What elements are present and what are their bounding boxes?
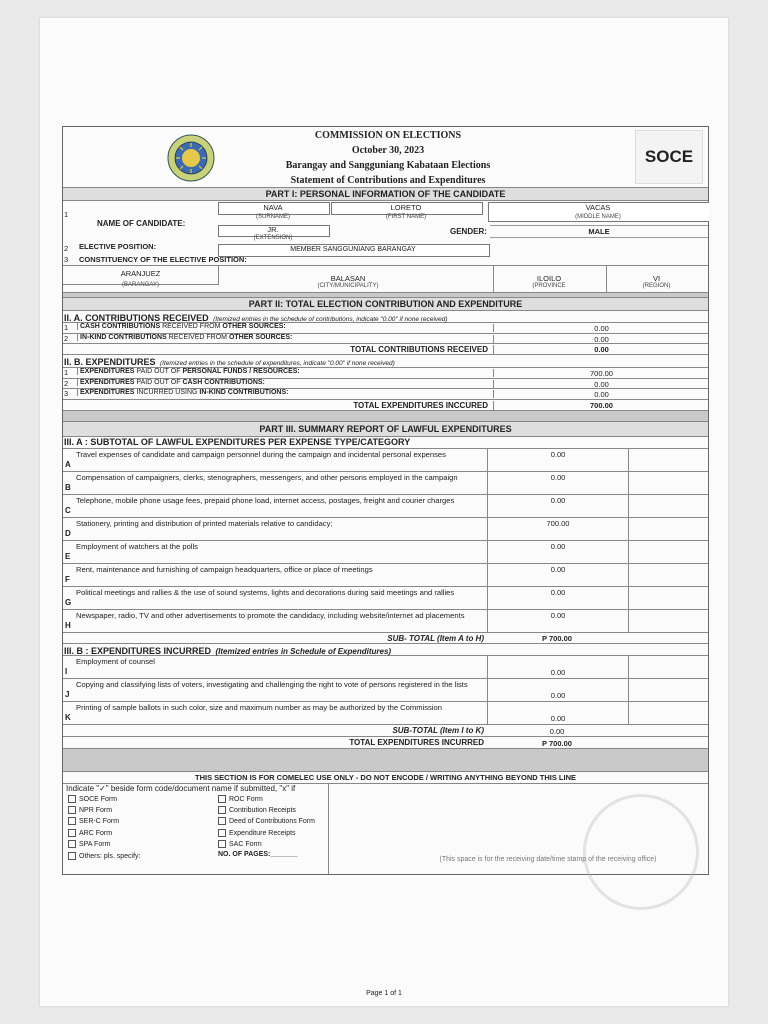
checklist-item-label: SAC Form: [229, 841, 262, 849]
b-subtotal-label: SUB-TOTAL (Item I to K): [392, 725, 484, 735]
receiving-note: (This space is for the receiving date/time stamp of the receiving office): [439, 855, 657, 863]
line-item-bold-2: OTHER SOURCES:: [222, 323, 286, 330]
category-description: Rent, maintenance and furnishing of campaign headquarters, office or place of meetings: [76, 564, 373, 574]
category-description: Travel expenses of candidate and campaign personnel during the campaign and incidental personal expenses: [76, 449, 446, 459]
category-description: Printing of sample ballots in such color, size and maximum number as may be authorized by the Commission: [76, 702, 442, 712]
category-amount: 0.00: [550, 449, 566, 459]
checklist-item-label: SER-C Form: [79, 818, 120, 826]
line-item-bold-2: IN-KIND CONTRIBUTIONS:: [199, 389, 289, 396]
contributions-note: (Itemized entries in the schedule of contributions, indicate "0.00" if none received): [213, 316, 448, 323]
line-item-row: [63, 389, 708, 400]
line-item-number: 2: [64, 333, 69, 343]
page-number: Page 1 of 1: [366, 990, 402, 997]
category-amount: 0.00: [550, 713, 566, 723]
middle-name-caption: (MIDDLE NAME): [575, 214, 621, 220]
checkbox-icon[interactable]: [68, 829, 76, 837]
category-description: Newspaper, radio, TV and other advertisements to promote the candidacy, including website/internet ad placements: [76, 610, 465, 620]
category-description: Stationery, printing and distribution of printed materials relative to candidacy;: [76, 518, 333, 528]
agency-name: COMMISSION ON ELECTIONS: [314, 130, 462, 141]
category-letter: B: [65, 482, 71, 492]
a-subtotal-label: SUB- TOTAL (Item A to H): [387, 633, 484, 643]
line-item-mid: INCURRED USING: [134, 389, 200, 396]
expense-category-row: [63, 679, 708, 702]
contributions-total-value: 0.00: [493, 345, 709, 354]
category-letter: D: [65, 528, 71, 538]
item-number: 3: [64, 255, 69, 264]
expenditures-list: [63, 368, 708, 400]
checklist-item[interactable]: [68, 794, 140, 805]
expense-category-row: [63, 518, 708, 541]
surname-value: NAVA: [263, 203, 283, 212]
first-name-caption: (FIRST NAME): [385, 214, 427, 220]
part3-a-heading: III. A : SUBTOTAL OF LAWFUL EXPENDITURES PER EXPENSE TYPE/CATEGORY: [63, 437, 708, 449]
gender-value: MALE: [588, 227, 610, 236]
expenditures-note: (Itemized entries in the schedule of expenditures, indicate "0.00" if none received): [159, 360, 395, 367]
part2-title: PART II: TOTAL ELECTION CONTRIBUTION AND EXPENDITURE: [63, 298, 708, 311]
soce-form: [62, 126, 709, 875]
line-item-row: [63, 368, 708, 379]
divider: [63, 749, 708, 772]
document-checklist-2: [218, 794, 315, 851]
grand-total-row: [63, 737, 708, 749]
expense-category-row: [63, 541, 708, 564]
part3-b-heading-label: III. B : EXPENDITURES INCURRED: [64, 645, 212, 656]
a-subtotal-value: P 700.00: [542, 633, 572, 643]
item-number: 1: [64, 210, 69, 219]
item-number: 2: [64, 244, 69, 253]
category-description: Employment of watchers at the polls: [76, 541, 198, 551]
line-item-value: 0.00: [493, 390, 709, 398]
category-amount: 0.00: [550, 610, 566, 620]
province-caption: (PROVINCE: [532, 283, 566, 289]
contributions-list: [63, 323, 708, 344]
elective-position-value: MEMBER SANGGUNIANG BARANGAY: [290, 246, 416, 253]
checklist-item-label: Contribution Receipts: [229, 806, 296, 814]
part3-title: PART III. SUMMARY REPORT OF LAWFUL EXPENDITURES: [63, 422, 708, 437]
line-item-row: [63, 334, 708, 345]
expense-category-row: [63, 495, 708, 518]
category-description: Compensation of campaigners, clerks, stenographers, messengers, and other persons employed in the campaign: [76, 472, 458, 482]
election-name: Barangay and Sangguniang Kabataan Elections: [285, 160, 491, 171]
checklist-item-label: Expenditure Receipts: [229, 829, 296, 837]
province-value: ILOILO: [536, 274, 562, 283]
region-value: VI: [652, 274, 661, 283]
line-item-number: 3: [64, 389, 69, 398]
checklist-item-label: SPA Form: [79, 841, 111, 849]
checklist-item[interactable]: [68, 851, 140, 862]
divider: [63, 411, 708, 422]
pages-label: NO. OF PAGES:_______: [218, 850, 298, 858]
incurred-expenditures-list: [63, 656, 708, 725]
expenditures-total-row: [63, 400, 708, 411]
comelec-seal-icon: [161, 133, 221, 183]
name-label: NAME OF CANDIDATE:: [97, 219, 186, 228]
line-item-mid: PAID OUT OF: [134, 378, 183, 386]
checkbox-icon[interactable]: [218, 840, 226, 848]
checklist-item-label: ARC Form: [79, 829, 113, 837]
category-letter: K: [65, 712, 71, 722]
checklist-item-label: NPR Form: [79, 806, 113, 814]
b-subtotal-value: 0.00: [549, 726, 565, 736]
expenditures-heading-label: II. B. EXPENDITURES: [64, 357, 156, 367]
part3-b-heading: [63, 644, 708, 656]
checklist-item[interactable]: [218, 794, 315, 805]
barangay-caption: (BARANGAY): [122, 282, 159, 288]
election-date: October 30, 2023: [351, 145, 425, 156]
expenditures-total-value: 700.00: [493, 401, 709, 410]
part1-title: PART I: PERSONAL INFORMATION OF THE CANDIDATE: [63, 188, 708, 201]
line-item-mid: RECEIVED FROM: [166, 333, 229, 341]
line-item-row: [63, 379, 708, 390]
category-amount: 0.00: [550, 495, 566, 505]
constituency-label: CONSTITUENCY OF THE ELECTIVE POSITION:: [79, 255, 247, 264]
category-letter: G: [65, 597, 72, 607]
line-item-row: [63, 323, 708, 334]
gender-label: GENDER:: [450, 227, 487, 236]
form-code: SOCE: [635, 130, 703, 184]
elective-position-label: ELECTIVE POSITION:: [79, 242, 157, 251]
checkbox-icon[interactable]: [68, 806, 76, 814]
extension-value: JR.: [267, 225, 279, 234]
line-item-bold-1: CASH CONTRIBUTIONS: [80, 323, 161, 330]
form-header: [63, 127, 708, 188]
line-item-number: 1: [64, 368, 69, 377]
checklist-item[interactable]: [218, 816, 315, 827]
checklist-item-label: SOCE Form: [79, 795, 118, 803]
checkbox-icon[interactable]: [68, 840, 76, 848]
category-letter: H: [65, 620, 71, 630]
line-item-value: 0.00: [493, 380, 709, 388]
line-item-value: 0.00: [493, 324, 709, 332]
category-amount: 0.00: [550, 667, 566, 677]
comelec-notice: THIS SECTION IS FOR COMELEC USE ONLY - DO NOT ENCODE / WRITING ANYTHING BEYOND THIS LINE: [63, 772, 708, 784]
category-amount: 700.00: [546, 518, 570, 528]
line-item-number: 2: [64, 378, 69, 388]
comelec-section: [63, 784, 708, 874]
city-value: BALASAN: [330, 274, 366, 283]
expense-category-row: [63, 656, 708, 679]
line-item-value: 700.00: [493, 369, 709, 377]
expense-category-row: [63, 702, 708, 725]
checklist-item-label: Others: pls. specify:: [79, 852, 141, 860]
city-caption: (CITY/MUNICIPALITY): [317, 283, 379, 289]
category-letter: F: [65, 574, 70, 584]
checklist-item-label: ROC Form: [229, 795, 263, 803]
surname-caption: (SURNAME): [256, 214, 290, 220]
line-item-bold-2: OTHER SOURCES:: [228, 333, 293, 341]
checklist-item-label: Deed of Contributions Form: [229, 818, 315, 826]
checklist-item[interactable]: [68, 805, 140, 816]
category-amount: 0.00: [550, 587, 566, 597]
checklist-item[interactable]: [218, 839, 315, 850]
extension-caption: (EXTENSION): [253, 235, 293, 241]
contributions-heading-label: II. A. CONTRIBUTIONS RECEIVED: [64, 313, 209, 323]
checklist-item[interactable]: [68, 816, 140, 827]
category-letter: J: [65, 689, 70, 699]
document-checklist-1: [68, 794, 140, 862]
embossed-seal-icon: [583, 794, 699, 910]
category-amount: 0.00: [550, 541, 566, 551]
checkbox-icon[interactable]: [218, 795, 226, 803]
expense-category-row: [63, 449, 708, 472]
category-letter: I: [65, 666, 68, 676]
category-letter: E: [65, 551, 71, 561]
category-description: Telephone, mobile phone usage fees, prepaid phone load, internet access, postages, freight and courier charges: [76, 495, 455, 505]
category-description: Employment of counsel: [76, 656, 155, 666]
lawful-expenditures-list: [63, 449, 708, 633]
line-item-mid: RECEIVED FROM: [160, 323, 223, 330]
line-item-bold-2: PERSONAL FUNDS / RESOURCES:: [182, 368, 300, 375]
barangay-value: ARANJUEZ: [120, 269, 161, 278]
expense-category-row: [63, 564, 708, 587]
expense-category-row: [63, 610, 708, 633]
category-description: Copying and classifying lists of voters, investigating and challenging the right to vote of persons registered in the lists: [76, 679, 468, 689]
candidate-info: [63, 201, 708, 266]
line-item-bold-1: EXPENDITURES: [80, 378, 135, 386]
checklist-item[interactable]: [68, 839, 140, 850]
first-name-value: LORETO: [390, 203, 422, 212]
grand-total-value: P 700.00: [542, 738, 572, 748]
checklist-item[interactable]: [218, 805, 315, 816]
category-amount: 0.00: [550, 690, 566, 700]
checkbox-icon[interactable]: [68, 852, 76, 860]
checklist-item[interactable]: [218, 828, 315, 839]
region-caption: (REGION): [642, 283, 671, 289]
contributions-heading: [63, 311, 708, 323]
category-amount: 0.00: [550, 472, 566, 482]
line-item-value: 0.00: [493, 335, 709, 343]
category-amount: 0.00: [550, 564, 566, 574]
checkbox-icon[interactable]: [68, 795, 76, 803]
expense-category-row: [63, 587, 708, 610]
line-item-bold-2: CASH CONTRIBUTIONS:: [182, 378, 265, 386]
expenditures-heading: [63, 355, 708, 368]
a-subtotal-row: [63, 633, 708, 644]
document-page: [40, 18, 728, 1006]
constituency-row: [63, 266, 708, 293]
b-subtotal-row: [63, 725, 708, 737]
grand-total-label: TOTAL EXPENDITURES INCURRED: [349, 737, 484, 747]
checkbox-icon[interactable]: [68, 817, 76, 825]
line-item-bold-1: EXPENDITURES: [80, 389, 135, 396]
part3-b-note: (Itemized entries in Schedule of Expenditures): [215, 646, 392, 656]
category-letter: A: [65, 459, 71, 469]
checkbox-icon[interactable]: [218, 806, 226, 814]
line-item-bold-1: EXPENDITURES: [80, 368, 135, 375]
category-description: Political meetings and rallies & the use of sound systems, lights and decorations during said meetings and rallies: [76, 587, 455, 597]
indicate-note: Indicate "✓" beside form code/document name if submitted, "x" if: [66, 783, 296, 793]
middle-name-value: VACAS: [585, 203, 611, 212]
seal-text-top: [161, 131, 221, 132]
line-item-number: 1: [64, 323, 69, 332]
checkbox-icon[interactable]: [218, 829, 226, 837]
category-letter: C: [65, 505, 71, 515]
checkbox-icon[interactable]: [218, 817, 226, 825]
expense-category-row: [63, 472, 708, 495]
line-item-mid: PAID OUT OF: [134, 368, 183, 375]
contributions-total-label: TOTAL CONTRIBUTIONS RECEIVED: [350, 345, 488, 354]
checklist-item[interactable]: [68, 828, 140, 839]
expenditures-total-label: TOTAL EXPENDITURES INCCURED: [353, 400, 488, 410]
line-item-bold-1: IN-KIND CONTRIBUTIONS: [80, 333, 167, 341]
statement-title: Statement of Contributions and Expenditures: [290, 175, 486, 186]
